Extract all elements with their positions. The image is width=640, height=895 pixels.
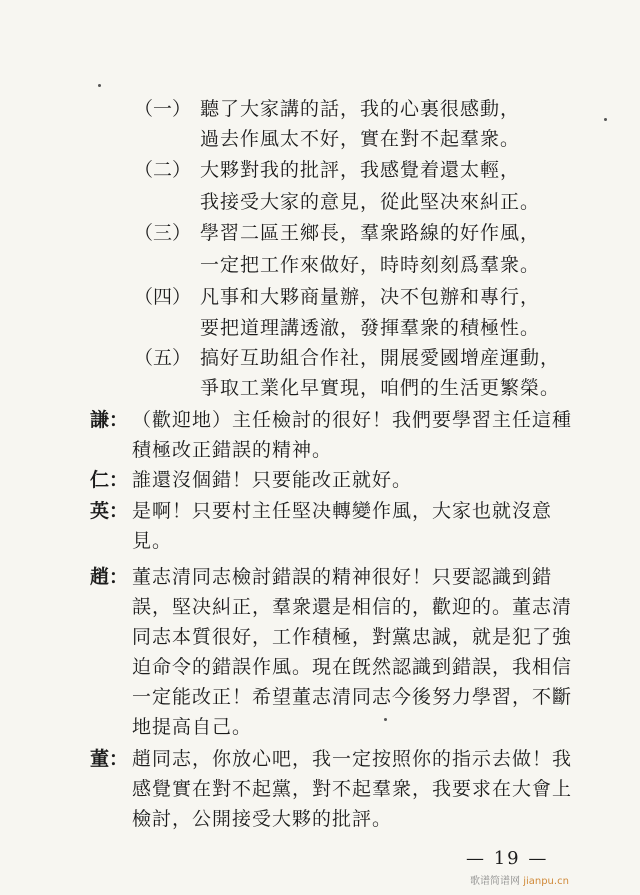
verse-line: 一定把工作來做好，時時刻刻爲羣衆。 xyxy=(200,254,541,276)
dialogue-line: 感覺實在對不起黨，對不起羣衆，我要求在大會上 xyxy=(132,778,573,800)
verse-line: 爭取工業化早實現，咱們的生活更繁榮。 xyxy=(200,377,561,399)
watermark-en: jianpu.cn xyxy=(523,876,569,887)
speaker-label: 董： xyxy=(90,748,129,770)
speaker-label: 英： xyxy=(90,500,129,522)
verse-line: 我接受大家的意見，從此堅决來糾正。 xyxy=(200,191,541,213)
page-number: — 19 — xyxy=(466,848,549,869)
verse-line: 搞好互助組合作社，開展愛國增産運動， xyxy=(200,347,561,369)
scan-speck xyxy=(384,718,387,721)
dialogue-line: 趙同志，你放心吧，我一定按照你的指示去做！我 xyxy=(132,748,573,770)
verse-number: （四） xyxy=(134,286,192,308)
speaker-label: 仁： xyxy=(90,469,129,491)
scan-speck xyxy=(98,84,101,87)
dialogue-line: 是啊！只要村主任堅决轉變作風，大家也就沒意 xyxy=(132,500,553,522)
scan-speck xyxy=(604,118,607,121)
dialogue-line: 同志本質很好，工作積極，對黨忠誠，就是犯了強 xyxy=(132,626,573,648)
verse-line: 過去作風太不好，實在對不起羣衆。 xyxy=(200,128,521,150)
dialogue-line: 地提高自己。 xyxy=(132,716,253,738)
watermark-cn: 歌谱简谱网 xyxy=(470,876,520,887)
verse-line: 聽了大家講的話，我的心裏很感動， xyxy=(200,98,521,120)
dialogue-line: 誤，堅决糾正，羣衆還是相信的，歡迎的。董志清 xyxy=(132,596,573,618)
dialogue-line: 迫命令的錯誤作風。現在旣然認識到錯誤，我相信 xyxy=(132,656,573,678)
verse-number: （一） xyxy=(134,98,192,120)
dialogue-line: 積極改正錯誤的精神。 xyxy=(132,439,333,461)
dialogue-line: 檢討，公開接受大夥的批評。 xyxy=(132,808,393,830)
dialogue-line: 見。 xyxy=(132,530,173,552)
verse-number: （三） xyxy=(134,222,192,244)
speaker-label: 謙： xyxy=(90,409,129,431)
dialogue-line: 誰還沒個錯！只要能改正就好。 xyxy=(132,469,413,491)
verse-line: 學習二區王鄉長，羣衆路線的好作風， xyxy=(200,222,541,244)
watermark xyxy=(470,872,569,887)
verse-number: （二） xyxy=(134,159,192,181)
verse-line: 要把道理講透澈，發揮羣衆的積極性。 xyxy=(200,317,541,339)
dialogue-line: 一定能改正！希望董志清同志今後努力學習，不斷 xyxy=(132,686,573,708)
speaker-label: 趙： xyxy=(90,566,129,588)
verse-line: 凡事和大夥商量辦，决不包辦和專行， xyxy=(200,286,541,308)
dialogue-line: 董志清同志檢討錯誤的精神很好！只要認識到錯 xyxy=(132,566,553,588)
verse-line: 大夥對我的批評，我感覺着還太輕， xyxy=(200,159,521,181)
dialogue-line: （歡迎地）主任檢討的很好！我們要學習主任這種 xyxy=(132,409,573,431)
verse-number: （五） xyxy=(134,347,192,369)
